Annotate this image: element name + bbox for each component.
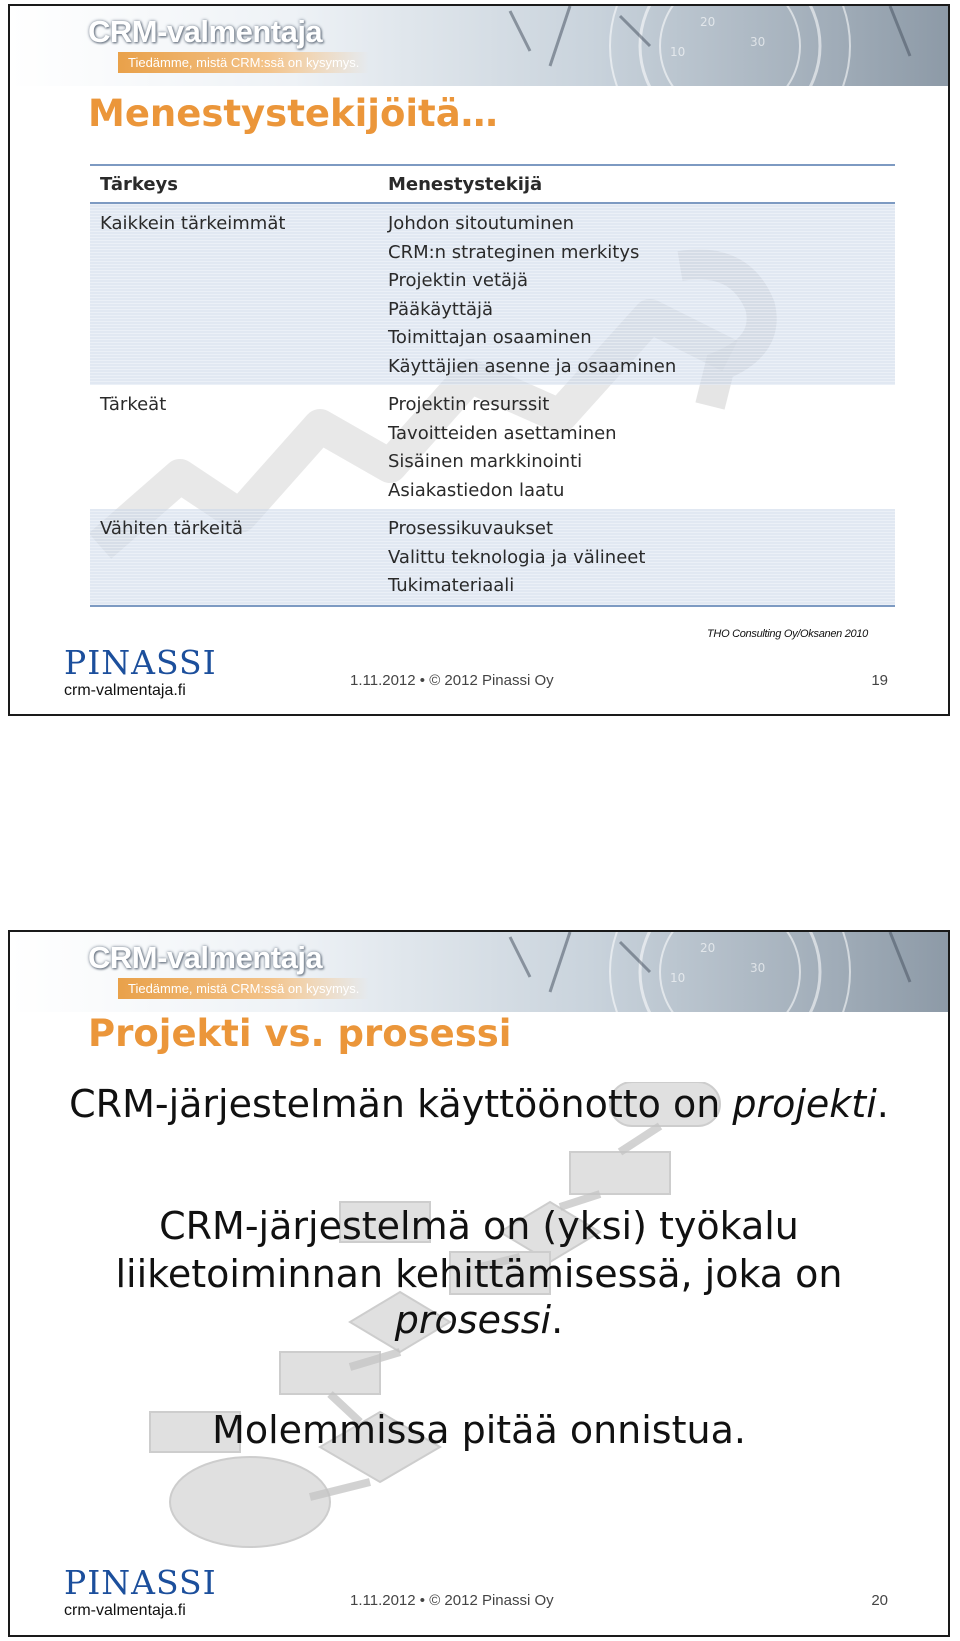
page-number: 19 [871, 672, 888, 689]
factor-item: Toimittajan osaaminen [388, 327, 592, 348]
statement-tool-line-1: CRM-järjestelmä on (yksi) työkalu [159, 1204, 799, 1248]
svg-text:20: 20 [700, 941, 716, 955]
statement-project-text: CRM-järjestelmän käyttöönotto on [69, 1082, 733, 1126]
factor-item: Johdon sitoutuminen [388, 213, 575, 234]
pinassi-logo [64, 643, 217, 700]
brand-title: CRM-valmentaja [88, 14, 323, 49]
header-banner [10, 932, 948, 1012]
factor-item: Tavoitteiden asettaminen [388, 422, 617, 444]
factor-item: Projektin resurssit [388, 394, 550, 415]
svg-text:30: 30 [750, 35, 766, 49]
emphasis-projekti: projekti [732, 1082, 877, 1126]
factor-item: Valittu teknologia ja välineet [388, 546, 646, 568]
factor-cell [378, 385, 895, 509]
slide-19 [8, 4, 950, 716]
table-row [90, 203, 895, 385]
brand-tagline: Tiedämme, mistä CRM:ssä on kysymys. [118, 978, 369, 999]
column-header-factor: Menestystekijä [378, 165, 895, 203]
factor-cell [378, 509, 895, 606]
svg-text:20: 20 [700, 15, 716, 29]
factor-item: CRM:n strateginen merkitys [388, 241, 640, 263]
factor-item: Tukimateriaali [388, 575, 515, 596]
slide-20 [8, 930, 950, 1637]
statement-tool-period: . [551, 1298, 564, 1342]
importance-cell: Kaikkein tärkeimmät [90, 203, 378, 385]
table-row [90, 385, 895, 509]
success-factor-table [90, 164, 895, 607]
slide-title: Projekti vs. prosessi [88, 1012, 512, 1055]
footer-date-copyright: 1.11.2012 • © 2012 Pinassi Oy [350, 672, 554, 689]
brand-title: CRM-valmentaja [88, 940, 323, 975]
factor-item: Projektin vetäjä [388, 270, 529, 291]
statement-project [10, 1080, 948, 1128]
importance-cell: Tärkeät [100, 394, 167, 415]
header-banner [10, 6, 948, 86]
svg-text:30: 30 [750, 961, 766, 975]
slide-title: Menestystekijöitä… [88, 92, 498, 135]
factor-cell [378, 203, 895, 385]
factor-item: Sisäinen markkinointi [388, 451, 583, 472]
statement-tool-line-3 [10, 1296, 948, 1344]
emphasis-prosessi: prosessi [394, 1298, 552, 1342]
table-header-row [90, 165, 895, 203]
source-credit: THO Consulting Oy/Oksanen 2010 [707, 628, 868, 640]
factor-item: Pääkäyttäjä [388, 298, 494, 320]
factor-item: Käyttäjien asenne ja osaaminen [388, 355, 677, 377]
svg-text:10: 10 [670, 45, 686, 59]
logo-wordmark: PINASSI [64, 1563, 217, 1602]
column-header-importance: Tärkeys [90, 165, 378, 203]
site-url: crm-valmentaja.fi [64, 1602, 186, 1619]
statement-project-period: . [876, 1082, 889, 1126]
page-number: 20 [871, 1592, 888, 1609]
svg-text:10: 10 [670, 971, 686, 985]
footer-date-copyright: 1.11.2012 • © 2012 Pinassi Oy [350, 1592, 554, 1609]
pinassi-logo [64, 1563, 217, 1620]
brand-tagline: Tiedämme, mistä CRM:ssä on kysymys. [118, 52, 369, 73]
table-row [90, 509, 895, 606]
factor-item: Asiakastiedon laatu [388, 479, 565, 501]
importance-cell: Vähiten tärkeitä [90, 509, 378, 606]
factor-item: Prosessikuvaukset [388, 518, 554, 539]
statement-tool-line-2: liiketoiminnan kehittämisessä, joka on [115, 1252, 843, 1296]
statement-conclusion: Molemmissa pitää onnistua. [212, 1408, 746, 1452]
logo-wordmark: PINASSI [64, 643, 217, 682]
site-url: crm-valmentaja.fi [64, 682, 186, 699]
